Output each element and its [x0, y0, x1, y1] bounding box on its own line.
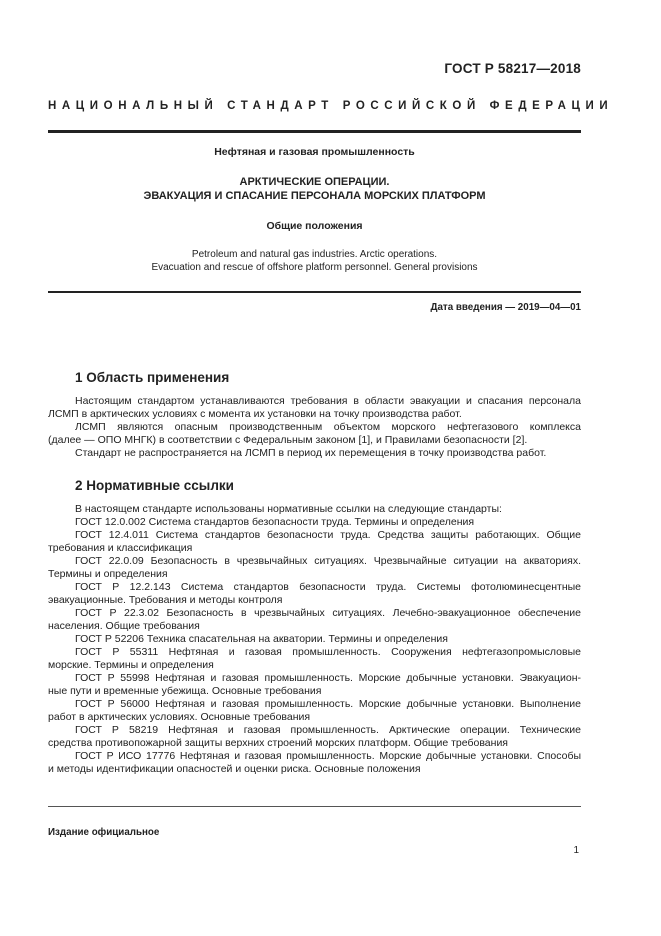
reference-line: ные пути и временные убежища. Основные требования [48, 685, 322, 697]
english-title-line-1: Petroleum and natural gas industries. Arctic operations. [191, 249, 438, 260]
reference-line: требования и классификация [48, 542, 193, 554]
title-line-2: ЭВАКУАЦИЯ И СПАСАНИЕ ПЕРСОНАЛА МОРСКИХ ПЛАТФОРМ [143, 190, 486, 202]
reference-line: ГОСТ 12.4.011 Система стандартов безопасности труда. Средства защиты работающих. Общие [75, 529, 581, 541]
reference-line: ГОСТ Р 56000 Нефтяная и газовая промышленность. Морские добычные установки. Выполнение [75, 698, 581, 710]
industry-label: Нефтяная и газовая промышленность [214, 146, 415, 158]
header-rule [48, 130, 581, 133]
reference-line: населения. Общие требования [48, 620, 200, 632]
document-title [48, 175, 581, 203]
page-number: 1 [573, 845, 579, 856]
reference-line: ГОСТ Р 55311 Нефтяная и газовая промышленность. Сооружения нефтегазопромысловые [75, 646, 581, 658]
section-2-heading: 2 Нормативные ссылки [75, 478, 234, 493]
reference-line: ГОСТ Р 52206 Техника спасательная на акватории. Термины и определения [75, 633, 448, 645]
reference-line: работ в арктических условиях. Основные требования [48, 711, 311, 723]
section-2-body [48, 503, 581, 776]
section-1-line: Настоящим стандартом устанавливаются требования в области эвакуации и спасания персонала [75, 395, 581, 407]
section-1-line: Стандарт не распространяется на ЛСМП в период их перемещения в точку производства работ. [75, 447, 547, 459]
document-subtitle: Общие положения [266, 220, 363, 232]
section-1-line: ЛСМП являются опасным производственным объектом морского нефтегазового комплекса [75, 421, 581, 433]
reference-line: эвакуационные. Требования и методы контроля [48, 594, 283, 606]
reference-line: средства противопожарной защиты верхних строений морских платформ. Общие требования [48, 737, 508, 749]
reference-line: ГОСТ Р 58219 Нефтяная и газовая промышленность. Арктические операции. Технические [75, 724, 581, 736]
national-standard-heading: НАЦИОНАЛЬНЫЙ СТАНДАРТ РОССИЙСКОЙ ФЕДЕРАЦИИ [48, 100, 614, 112]
section-2-line: В настоящем стандарте использованы нормативные ссылки на следующие стандарты: [75, 503, 502, 515]
reference-line: Термины и определения [48, 568, 168, 580]
standard-code: ГОСТ Р 58217—2018 [444, 61, 581, 76]
reference-line: морские. Термины и определения [48, 659, 214, 671]
section-1-line: (далее — ОПО МНГК) в соответствии с Федеральным законом [1], и Правилами безопасности [2]. [48, 434, 528, 446]
reference-line: и методы идентификации опасностей и оценки риска. Основные положения [48, 763, 421, 775]
reference-line: ГОСТ 12.0.002 Система стандартов безопасности труда. Термины и определения [75, 516, 475, 528]
english-title-line-2: Evacuation and rescue of offshore platform personnel. General provisions [151, 262, 478, 273]
reference-line: ГОСТ Р 55998 Нефтяная и газовая промышленность. Морские добычные установки. Эвакуацион- [75, 672, 581, 684]
edition-label: Издание официальное [48, 827, 160, 838]
section-1-line: ЛСМП в арктических условиях с момента их установки на точку производства работ. [48, 408, 462, 420]
reference-line: ГОСТ 22.0.09 Безопасность в чрезвычайных ситуациях. Чрезвычайные ситуации на акваториях. [75, 555, 581, 567]
title-line-1: АРКТИЧЕСКИЕ ОПЕРАЦИИ. [239, 176, 390, 188]
reference-line: ГОСТ Р 12.2.143 Система стандартов безопасности труда. Системы фотолюминесцентные [75, 581, 581, 593]
section-1-heading: 1 Область применения [75, 370, 230, 385]
section-1-body [48, 395, 581, 460]
title-block-rule [48, 291, 581, 293]
english-title [48, 248, 581, 274]
reference-line: ГОСТ Р 22.3.02 Безопасность в чрезвычайных ситуациях. Лечебно-эвакуационное обеспечение [75, 607, 581, 619]
introduction-date: Дата введения — 2019—04—01 [430, 302, 581, 313]
footer-rule [48, 806, 581, 807]
reference-line: ГОСТ Р ИСО 17776 Нефтяная и газовая промышленность. Морские добычные установки. Способы [75, 750, 581, 762]
